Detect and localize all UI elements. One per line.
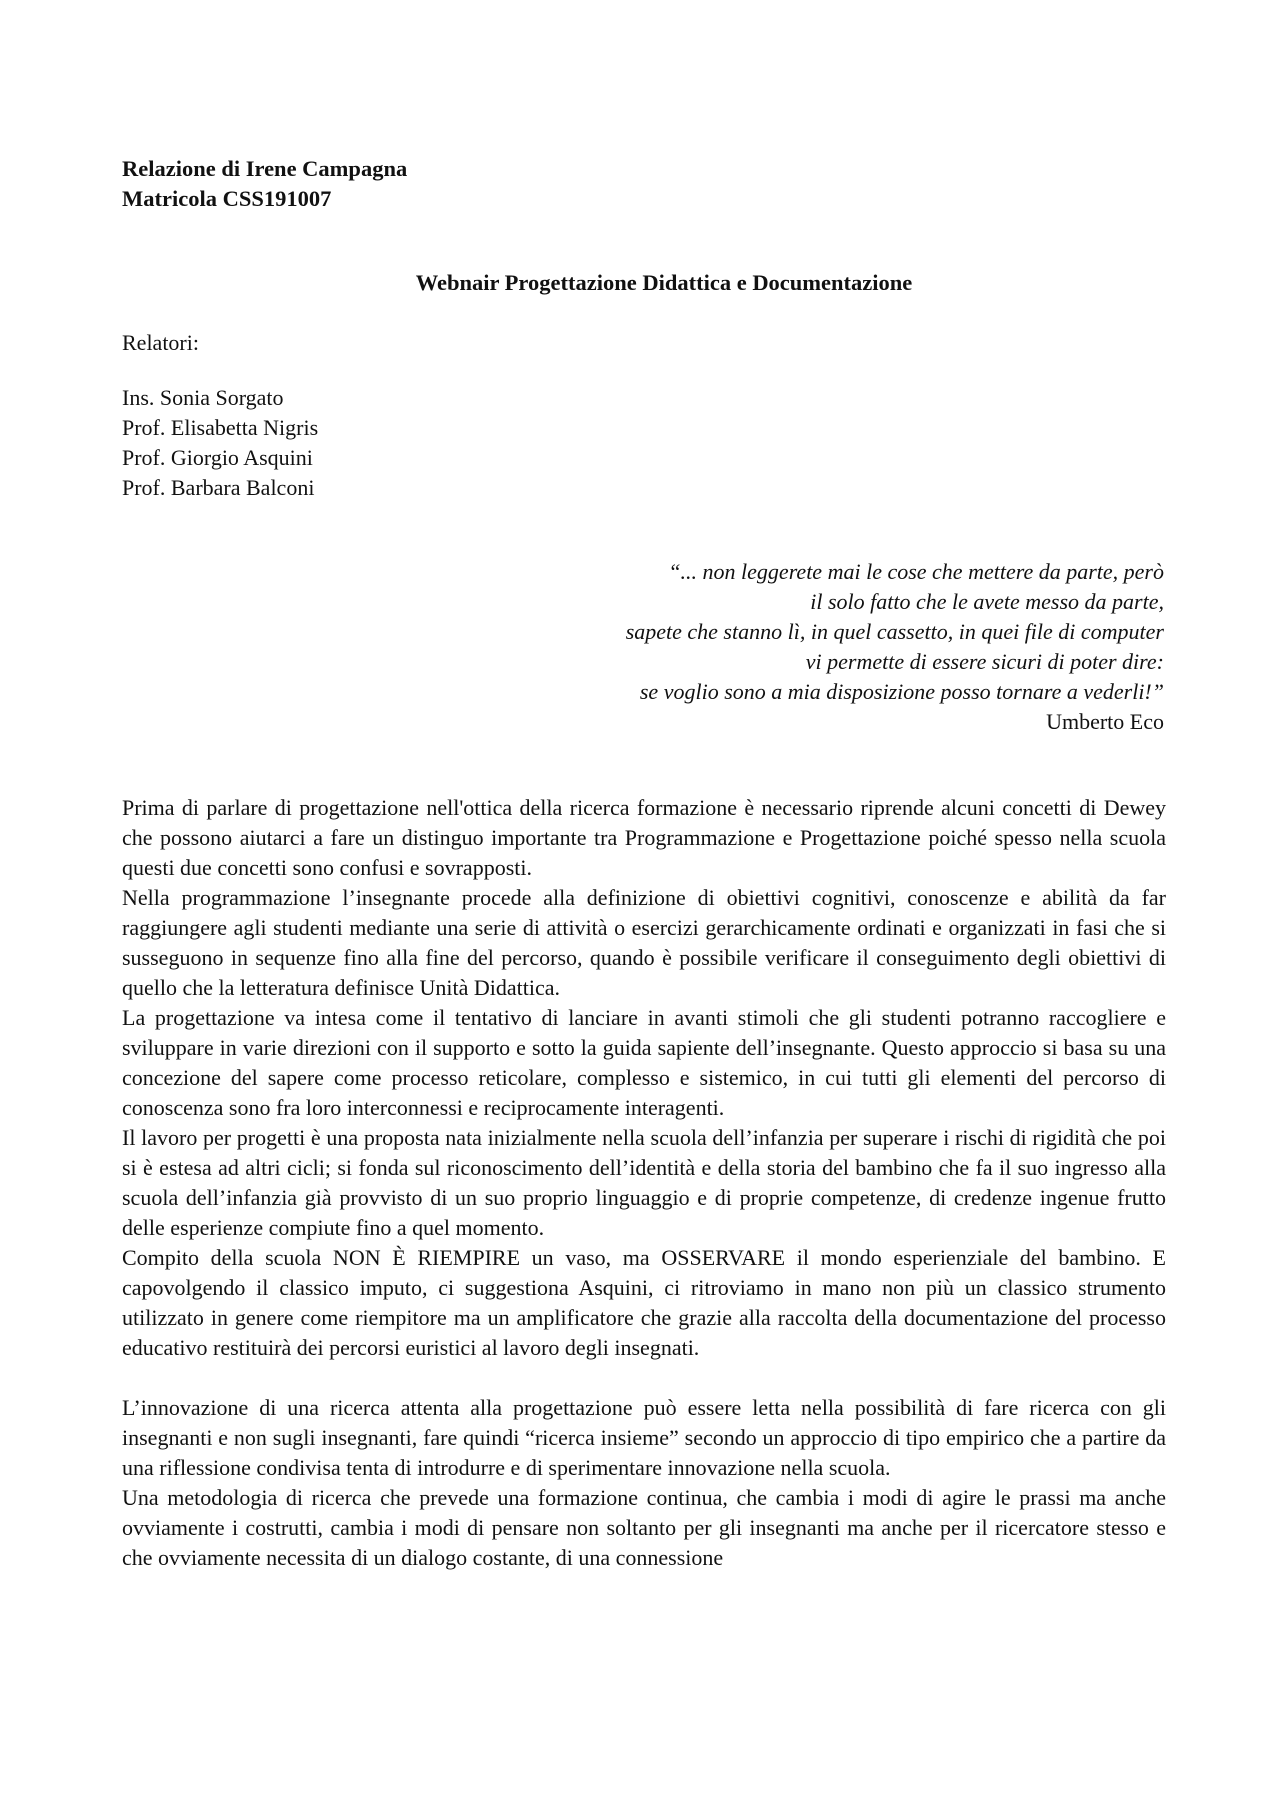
- speakers-list: [122, 383, 318, 503]
- paragraph: Prima di parlare di progettazione nell'ottica della ricerca formazione è necessario riprende alcuni concetti di Dewey che possono aiutarci a fare un distinguo importante tra Programmazione e Progettazione poiché spesso nella scuola questi due concetti sono confusi e sovrapposti.: [122, 795, 1166, 880]
- paragraph: Compito della scuola NON È RIEMPIRE un vaso, ma OSSERVARE il mondo esperienziale del bambino. E capovolgendo il classico imputo, ci suggestiona Asquini, ci ritroviamo in mano non più un classico strumento utilizzato in genere come riempitore ma un amplificatore che grazie alla raccolta della documentazione del processo educativo restituirà dei percorsi euristici al lavoro degli insegnati.: [122, 1245, 1166, 1360]
- matricola-line: Matricola CSS191007: [122, 186, 332, 211]
- quote-line: sapete che stanno lì, in quel cassetto, in quei file di computer: [625, 619, 1164, 644]
- quote-line: “... non leggerete mai le cose che mettere da parte, però: [668, 559, 1164, 584]
- paragraph: Nella programmazione l’insegnante procede alla definizione di obiettivi cognitivi, conoscenze e abilità da far raggiungere agli studenti mediante una serie di attività o esercizi gerarchicamente ordinati e organizzati in fasi che si susseguono in sequenze fino alla fine del percorso, quando è possibile verificare il conseguimento degli obiettivi di quello che la letteratura definisce Unità Didattica.: [122, 885, 1166, 1000]
- document-title: Webnair Progettazione Didattica e Documentazione: [415, 270, 913, 295]
- body-text: [122, 793, 1166, 1573]
- paragraph: La progettazione va intesa come il tentativo di lanciare in avanti stimoli che gli studenti potranno raccogliere e sviluppare in varie direzioni con il supporto e sotto la guida sapiente dell’insegnante. Questo approccio si basa su una concezione del sapere come processo reticolare, complesso e sistemico, in cui tutti gli elementi del percorso di conoscenza sono fra loro interconnessi e reciprocamente interagenti.: [122, 1005, 1166, 1120]
- author-line: Relazione di Irene Campagna: [122, 156, 408, 181]
- report-header: [122, 154, 407, 214]
- quote-author: Umberto Eco: [1046, 709, 1164, 734]
- speaker-item: Prof. Barbara Balconi: [122, 475, 315, 500]
- paragraph: Una metodologia di ricerca che prevede una formazione continua, che cambia i modi di agire le prassi ma anche ovviamente i costrutti, cambia i modi di pensare non soltanto per gli insegnanti ma anche per il ricercatore stesso e che ovviamente necessita di un dialogo costante, di una connessione: [122, 1485, 1166, 1570]
- speaker-item: Ins. Sonia Sorgato: [122, 385, 284, 410]
- epigraph-quote: [626, 557, 1164, 737]
- quote-line: il solo fatto che le avete messo da parte,: [810, 589, 1164, 614]
- quote-line: se voglio sono a mia disposizione posso tornare a vederli!”: [639, 679, 1164, 704]
- paragraph: Il lavoro per progetti è una proposta nata inizialmente nella scuola dell’infanzia per superare i rischi di rigidità che poi si è estesa ad altri cicli; si fonda sul riconoscimento dell’identità e della storia del bambino che fa il suo ingresso alla scuola dell’infanzia già provvisto di un suo proprio linguaggio e di proprie competenze, di credenze ingenue frutto delle esperienze compiute fino a quel momento.: [122, 1125, 1166, 1240]
- paragraph: L’innovazione di una ricerca attenta alla progettazione può essere letta nella possibilità di fare ricerca con gli insegnanti e non sugli insegnanti, fare quindi “ricerca insieme” secondo un approccio di tipo empirico che a partire da una riflessione condivisa tenta di introdurre e di sperimentare innovazione nella scuola.: [122, 1395, 1166, 1480]
- speaker-item: Prof. Giorgio Asquini: [122, 445, 313, 470]
- speaker-item: Prof. Elisabetta Nigris: [122, 415, 319, 440]
- quote-line: vi permette di essere sicuri di poter dire:: [805, 649, 1164, 674]
- relatori-label: Relatori:: [122, 330, 199, 355]
